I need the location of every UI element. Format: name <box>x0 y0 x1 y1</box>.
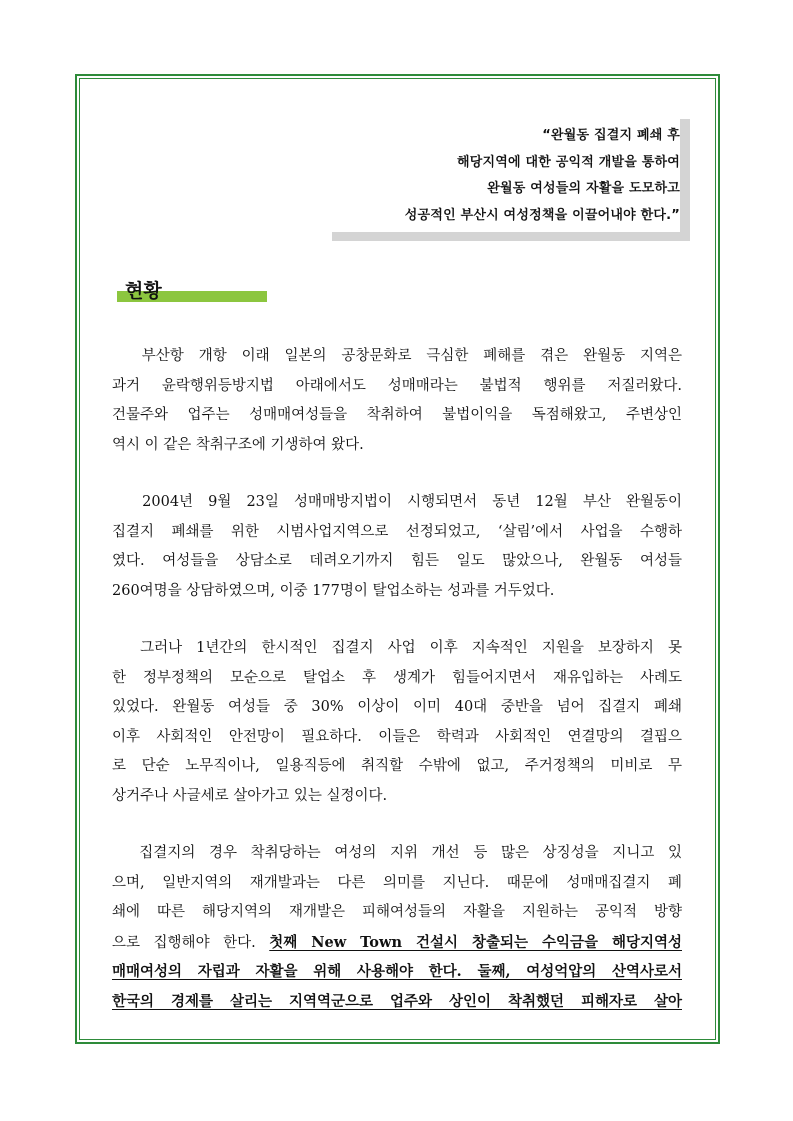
emphasized-text: 매매여성의 자립과 자활을 위해 사용해야 한다. 둘째, 여성억압의 산역사로서 <box>112 963 682 980</box>
text-line: 집결지의 경우 착취당하는 여성의 지위 개선 등 많은 상징성을 지니고 있 <box>112 845 682 861</box>
quote-line: 완월동 여성들의 자활을 도모하고 <box>487 181 680 196</box>
text-line: 있었다. 완월동 여성들 중 30% 이상이 이미 40대 중반을 넘어 집결지 폐쇄 <box>112 699 682 715</box>
text-line: 집결지 폐쇄를 위한 시범사업지역으로 선정되었고, ‘살림’에서 사업을 수행하 <box>112 523 682 540</box>
quote-line: “완월동 집결지 폐쇄 후 <box>542 128 680 143</box>
pull-quote <box>320 123 680 229</box>
text-line: 2004년 9월 23일 성매매방지법이 시행되면서 동년 12월 부산 완월동이 <box>112 494 682 510</box>
text-line: 이후 사회적인 안전망이 필요하다. 이들은 학력과 사회적인 연결망의 결핍으 <box>112 728 682 745</box>
body-text <box>112 342 682 1044</box>
text-line: 한 정부정책의 모순으로 탈업소 후 생계가 힘들어지면서 재유입하는 사례도 <box>112 669 682 686</box>
text-line: 그러나 1년간의 한시적인 집결지 사업 이후 지속적인 지원을 보장하지 못 <box>112 640 682 656</box>
text-line: 으며, 일반지역의 재개발과는 다른 의미를 지닌다. 때문에 성매매집결지 폐 <box>112 874 682 891</box>
paragraph-4 <box>112 839 682 1016</box>
quote-line: 해당지역에 대한 공익적 개발을 통하여 <box>456 154 680 170</box>
paragraph-1 <box>112 342 682 460</box>
paragraph-3 <box>112 634 682 811</box>
text-line: 부산항 개항 이래 일본의 공창문화로 극심한 폐해를 겪은 완월동 지역은 <box>112 348 682 364</box>
text-line <box>112 957 682 987</box>
text-line <box>112 928 682 958</box>
text-segment: 으로 집행해야 한다. <box>112 934 270 951</box>
text-line: 과거 윤락행위등방지법 아래에서도 성매매라는 불법적 행위를 저질러왔다. <box>112 377 682 394</box>
quote-line: 성공적인 부산시 여성정책을 이끌어내야 한다.” <box>404 207 680 223</box>
text-line: 였다. 여성들을 상담소로 데려오기까지 힘든 일도 많았으나, 완월동 여성들 <box>112 553 682 569</box>
emphasized-text: 한국의 경제를 살리는 지역역군으로 업주와 상인이 착취했던 피해자로 살아 <box>112 992 682 1010</box>
text-line: 260여명을 상담하였으며, 이중 177명이 탈업소하는 성과를 거두었다. <box>112 582 555 599</box>
text-line: 상거주나 사글세로 살아가고 있는 실정이다. <box>112 787 388 804</box>
paragraph-2 <box>112 488 682 606</box>
text-line: 건물주와 업주는 성매매여성들을 착취하여 불법이익을 독점해왔고, 주변상인 <box>112 407 682 423</box>
text-line: 쇄에 따른 해당지역의 재개발은 피해여성들의 자활을 지원하는 공익적 방향 <box>112 904 682 920</box>
text-line <box>112 987 682 1017</box>
text-line: 로 단순 노무직이나, 일용직등에 취직할 수밖에 없고, 주거정책의 미비로 무 <box>112 758 682 774</box>
section-title: 현황 <box>125 280 162 302</box>
emphasized-text: 첫째 New Town 건설시 창출되는 수익금을 해당지역성 <box>269 933 682 951</box>
text-line: 역시 이 같은 착취구조에 기생하여 왔다. <box>112 436 364 453</box>
